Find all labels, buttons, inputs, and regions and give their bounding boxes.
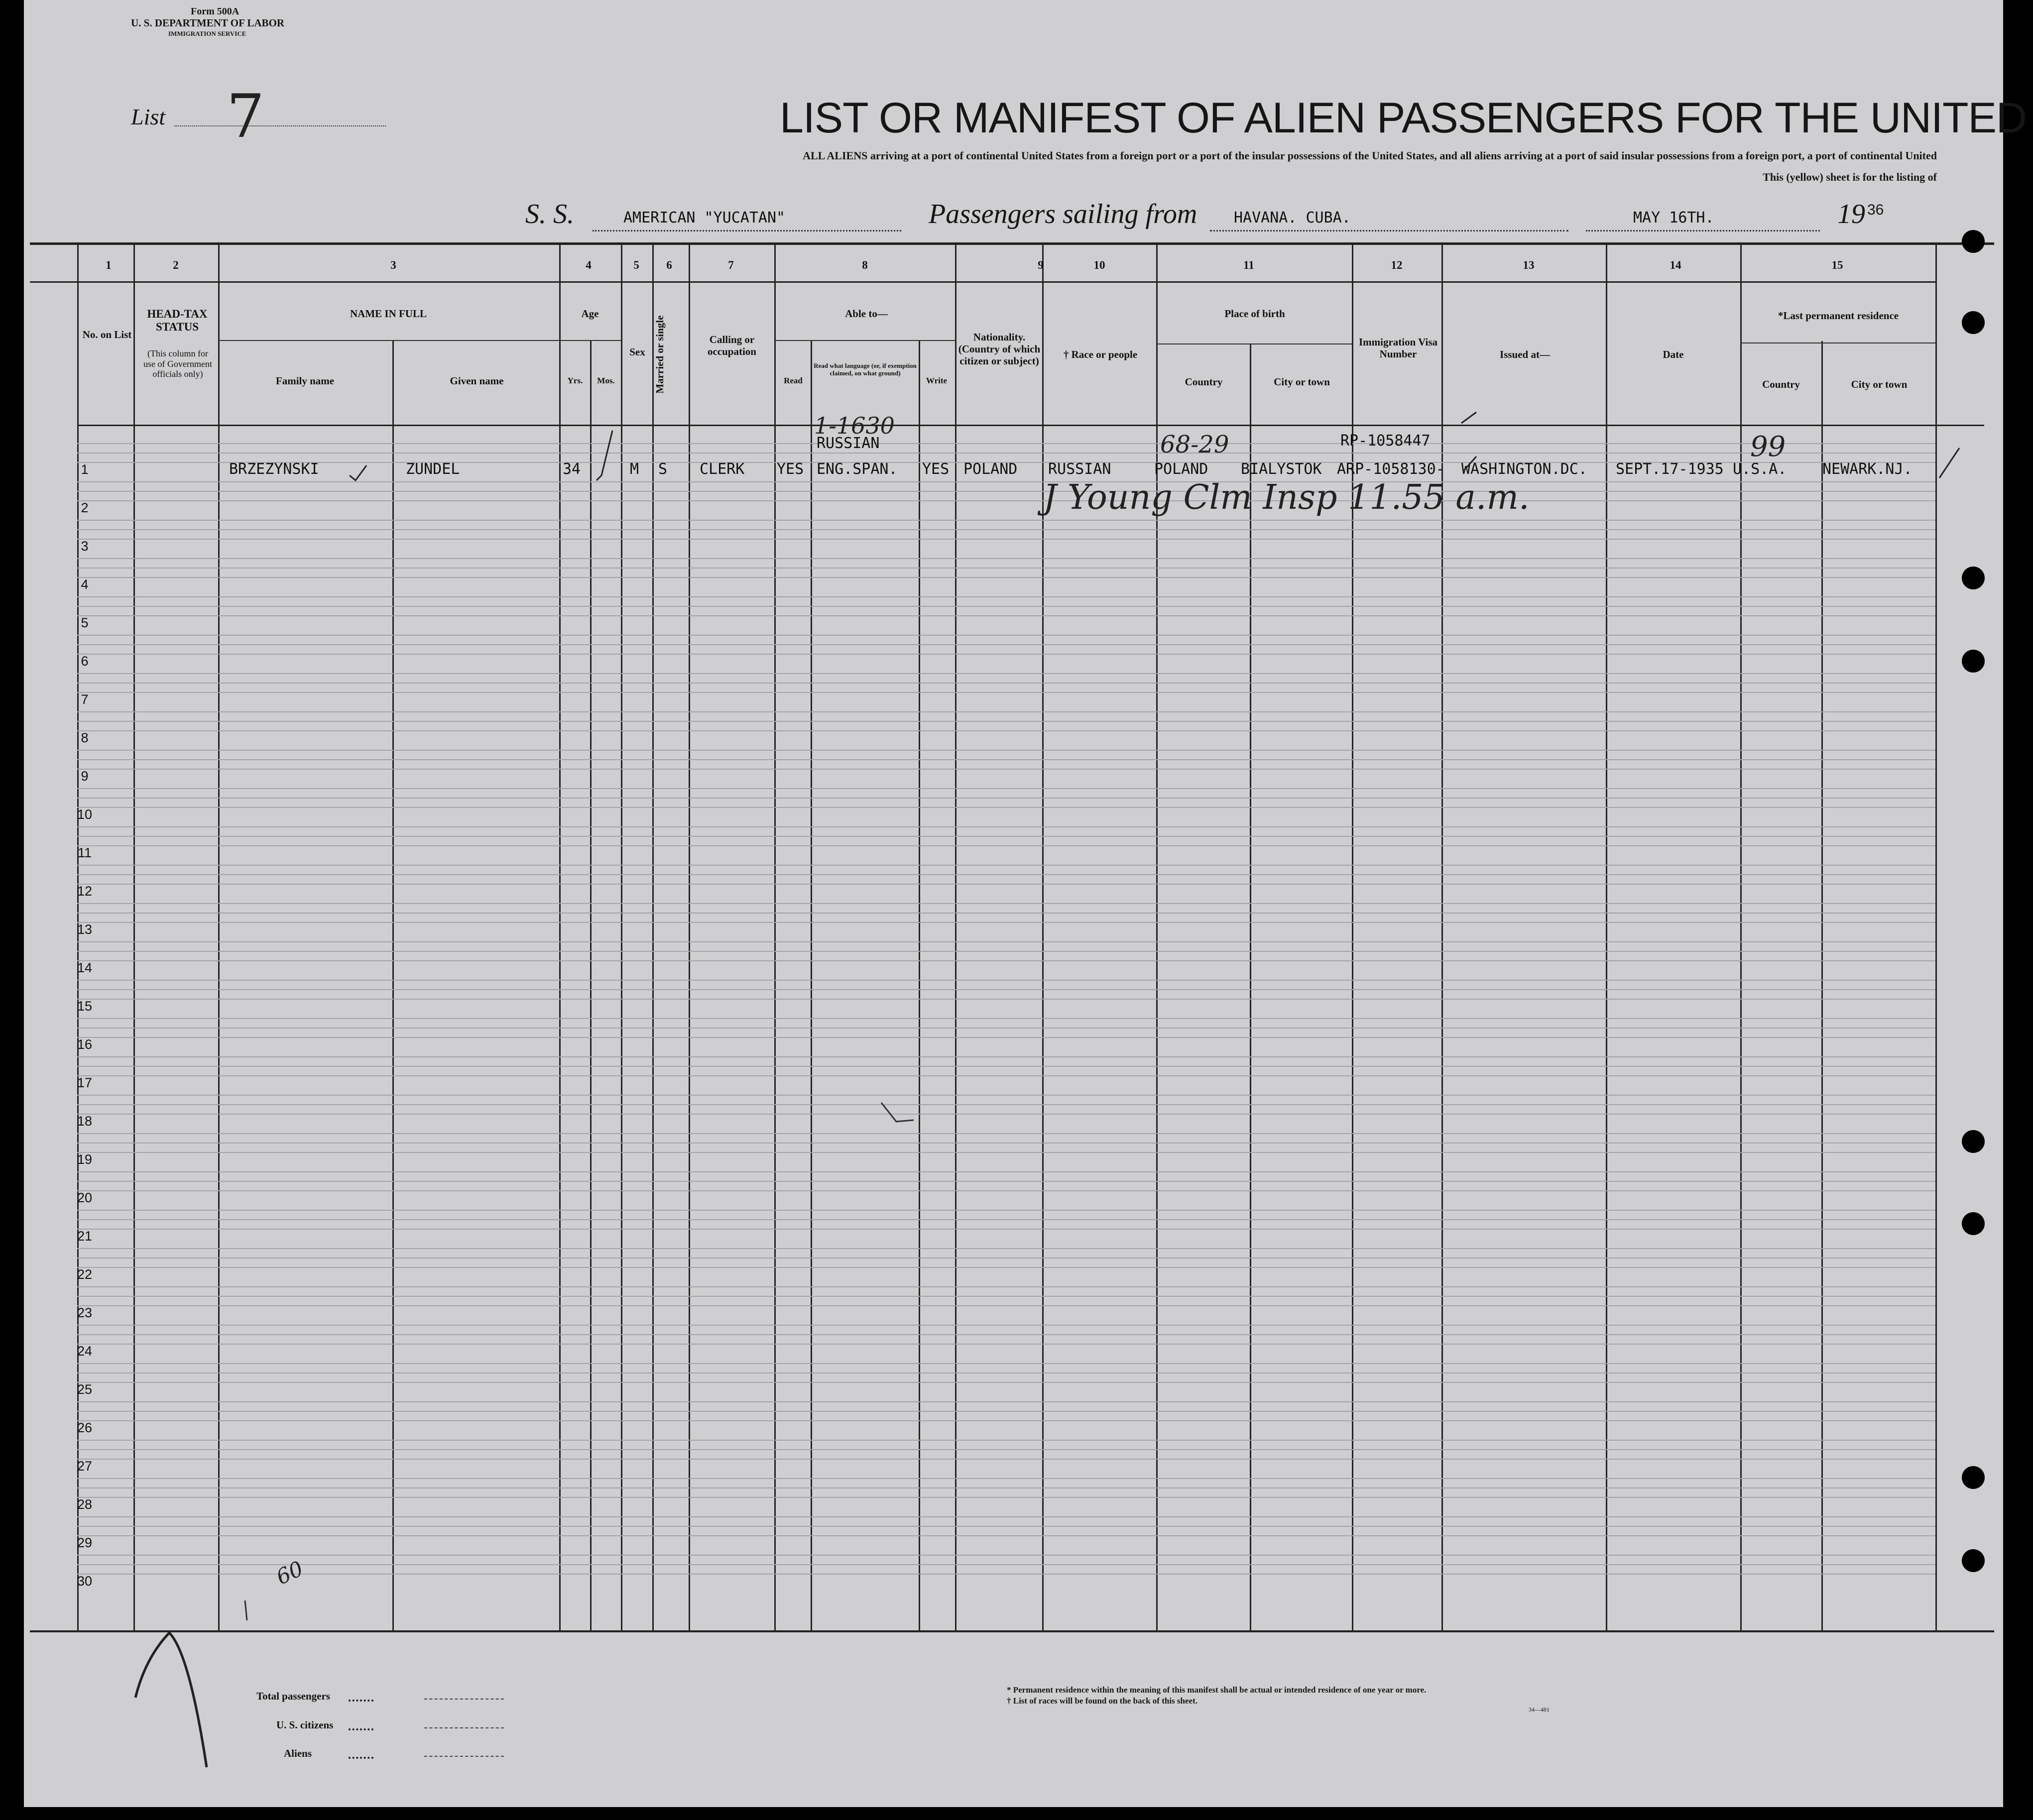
header-family-name: Family name [275, 375, 335, 387]
row-number: 19 [77, 1152, 93, 1167]
row-number: 13 [77, 922, 93, 937]
check-mark-icon [597, 431, 612, 480]
header-write: Write [926, 376, 948, 385]
col-num-9: 9 [1038, 259, 1044, 271]
row-number: 28 [77, 1497, 93, 1512]
manifest-title: LIST OR MANIFEST OF ALIEN PASSENGERS FOR THE UNITED [780, 94, 2027, 142]
form-number: Form 500A [191, 6, 239, 17]
passenger-given-name: ZUNDEL [406, 460, 460, 478]
aliens-line [424, 1756, 504, 1757]
ship-name: AMERICAN "YUCATAN" [623, 209, 786, 227]
header-read-language: Read what language (or, if exemption claimed, on what ground) [814, 362, 917, 377]
row-number: 14 [77, 960, 93, 975]
footnote-races: † List of races will be found on the back of this sheet. [1007, 1696, 1197, 1706]
passenger-family-name: BRZEZYNSKI [229, 460, 319, 478]
header-birth-country: Country [1185, 376, 1223, 388]
passenger-visa-date: SEPT.17-1935 [1616, 460, 1724, 478]
aliens-dots [349, 1757, 373, 1759]
row-number: 24 [77, 1344, 93, 1359]
col-num-7: 7 [728, 259, 734, 271]
pencil-stroke [135, 1633, 207, 1767]
col-num-8: 8 [862, 259, 868, 271]
col-num-10: 10 [1093, 259, 1105, 271]
list-number: 7 [227, 82, 265, 151]
header-married-single: Married or single [653, 315, 666, 394]
service-label: IMMIGRATION SERVICE [168, 30, 246, 37]
row-number: 16 [77, 1037, 93, 1052]
passenger-residence-country: U.S.A. [1733, 460, 1787, 478]
row-number: 22 [77, 1267, 93, 1282]
header-visa-number: Immigration Visa Number [1358, 336, 1438, 360]
birth-annotation: 68-29 [1160, 431, 1229, 458]
col-num-6: 6 [666, 259, 672, 271]
row-number: 30 [77, 1574, 93, 1589]
total-passengers-dots [349, 1700, 373, 1702]
passenger-race: RUSSIAN [1048, 460, 1111, 478]
row-number: 7 [81, 692, 89, 707]
header-head-tax-note: (This column for use of Government officials only) [143, 348, 212, 379]
passenger-issued-at: WASHINGTON.DC. [1461, 460, 1587, 478]
passenger-visa-upper: RP-1058447 [1340, 432, 1431, 450]
row-number: 1 [81, 462, 89, 477]
header-yrs: Yrs. [567, 376, 583, 385]
pencil-stroke [881, 1103, 914, 1122]
sailing-from-label: Passengers sailing from [929, 199, 1197, 229]
row-number: 17 [77, 1075, 93, 1090]
residence-annotation: 99 [1750, 431, 1786, 463]
ss-label: S. S. [525, 199, 574, 229]
passenger-read: YES [777, 460, 804, 478]
header-place-of-birth: Place of birth [1224, 308, 1285, 320]
passenger-age: 34 [563, 460, 581, 478]
us-citizens-line [424, 1727, 504, 1728]
instructions-line2: This (yellow) sheet is for the listing of [1763, 171, 1937, 183]
departure-port: HAVANA. CUBA. [1234, 209, 1351, 227]
col-num-13: 13 [1523, 259, 1535, 271]
header-name-in-full: NAME IN FULL [350, 308, 427, 320]
row-number: 10 [77, 807, 93, 822]
header-able-to: Able to— [845, 308, 888, 320]
check-mark-icon [350, 465, 366, 480]
row-number: 4 [81, 577, 89, 592]
col-num-3: 3 [390, 259, 396, 271]
check-mark-icon [1939, 448, 1959, 478]
header-age: Age [581, 308, 599, 320]
row-number: 27 [77, 1459, 93, 1474]
us-citizens-label: U. S. citizens [276, 1719, 334, 1731]
header-calling: Calling or occupation [707, 334, 756, 358]
punch-hole [1962, 311, 1985, 334]
passenger-marital: S [658, 460, 668, 478]
inspector-signature: J Young Clm Insp 11.55 a.m. [1043, 478, 1530, 517]
row-number: 8 [81, 730, 89, 745]
header-mos: Mos. [597, 376, 615, 385]
header-issued-at: Issued at— [1500, 348, 1550, 360]
header-birth-city: City or town [1274, 376, 1330, 388]
passenger-occupation: CLERK [700, 460, 745, 478]
pencil-stroke [245, 1600, 247, 1620]
row-number: 29 [77, 1535, 93, 1550]
punch-hole [1962, 1130, 1985, 1153]
check-mark-icon [1464, 456, 1476, 470]
punch-hole [1962, 1212, 1985, 1235]
passenger-birth-city: BIALYSTOK [1241, 460, 1322, 478]
row-number: 11 [77, 845, 92, 860]
header-race: † Race or people [1063, 348, 1138, 360]
passenger-birth-country: POLAND [1154, 460, 1208, 478]
header-residence-city: City or town [1851, 378, 1908, 390]
header-read: Read [784, 376, 803, 385]
row-number: 21 [77, 1229, 93, 1244]
tally-annotation: 60 [272, 1556, 307, 1590]
passenger-language-2: ENG.SPAN. [817, 460, 898, 478]
passenger-residence-city: NEWARK.NJ. [1822, 460, 1913, 478]
col-num-2: 2 [173, 259, 179, 271]
punch-hole [1962, 1549, 1985, 1572]
punch-hole [1962, 650, 1985, 673]
header-residence-country: Country [1762, 378, 1800, 390]
row-number: 15 [77, 999, 93, 1014]
punch-hole [1962, 567, 1985, 589]
row-number: 5 [81, 615, 89, 630]
row-number: 12 [77, 884, 93, 899]
row-number: 3 [81, 539, 89, 554]
check-mark-icon [1461, 412, 1476, 423]
year-suffix: 36 [1867, 202, 1884, 218]
year-prefix: 19 [1837, 199, 1865, 229]
us-citizens-dots [349, 1728, 373, 1730]
passenger-nationality: POLAND [963, 460, 1018, 478]
total-passengers-label: Total passengers [256, 1690, 330, 1702]
passenger-visa-number: ARP-1058130- [1337, 460, 1445, 478]
header-nationality: Nationality. (Country of which citizen or subject) [958, 331, 1041, 367]
row-number: 20 [77, 1190, 93, 1205]
passenger-write: YES [922, 460, 950, 478]
list-label: List [131, 104, 166, 129]
col-num-4: 4 [586, 259, 592, 271]
read-annotation: 1-1630 [814, 412, 895, 439]
print-code: 34—481 [1529, 1706, 1550, 1713]
row-number: 2 [81, 500, 89, 515]
col-num-15: 15 [1831, 259, 1843, 271]
row-number: 25 [77, 1382, 93, 1397]
sailing-date: MAY 16TH. [1633, 209, 1714, 227]
col-num-14: 14 [1670, 259, 1681, 271]
row-number: 9 [81, 769, 89, 784]
punch-hole [1962, 1466, 1985, 1489]
passenger-sex: M [630, 460, 639, 478]
department-label: U. S. DEPARTMENT OF LABOR [131, 17, 285, 29]
header-given-name: Given name [450, 375, 504, 387]
col-num-5: 5 [633, 259, 639, 271]
passenger-language-1: RUSSIAN [817, 435, 880, 452]
col-num-12: 12 [1391, 259, 1403, 271]
row-number: 26 [77, 1420, 93, 1435]
header-head-tax: HEAD-TAX STATUS [147, 308, 208, 334]
header-last-residence: *Last permanent residence [1778, 310, 1899, 322]
col-num-11: 11 [1243, 259, 1254, 271]
header-sex: Sex [629, 346, 645, 358]
row-number: 18 [77, 1114, 93, 1129]
col-num-1: 1 [106, 259, 112, 271]
row-number: 23 [77, 1305, 93, 1320]
header-date: Date [1663, 348, 1684, 360]
total-passengers-line [424, 1699, 504, 1700]
punch-hole [1962, 230, 1985, 253]
instructions-line1: ALL ALIENS arriving at a port of continental United States from a foreign port or a port of the insular possessions of the United States, and all aliens arriving at a port of said insular possessions from a foreign port, a port of continental United [803, 149, 1937, 162]
footnote-residence: * Permanent residence within the meaning of this manifest shall be actual or intended residence of one year or more. [1007, 1685, 1427, 1695]
aliens-label: Aliens [284, 1747, 312, 1759]
header-no-on-list: No. on List [82, 329, 132, 341]
row-number: 6 [81, 654, 89, 669]
